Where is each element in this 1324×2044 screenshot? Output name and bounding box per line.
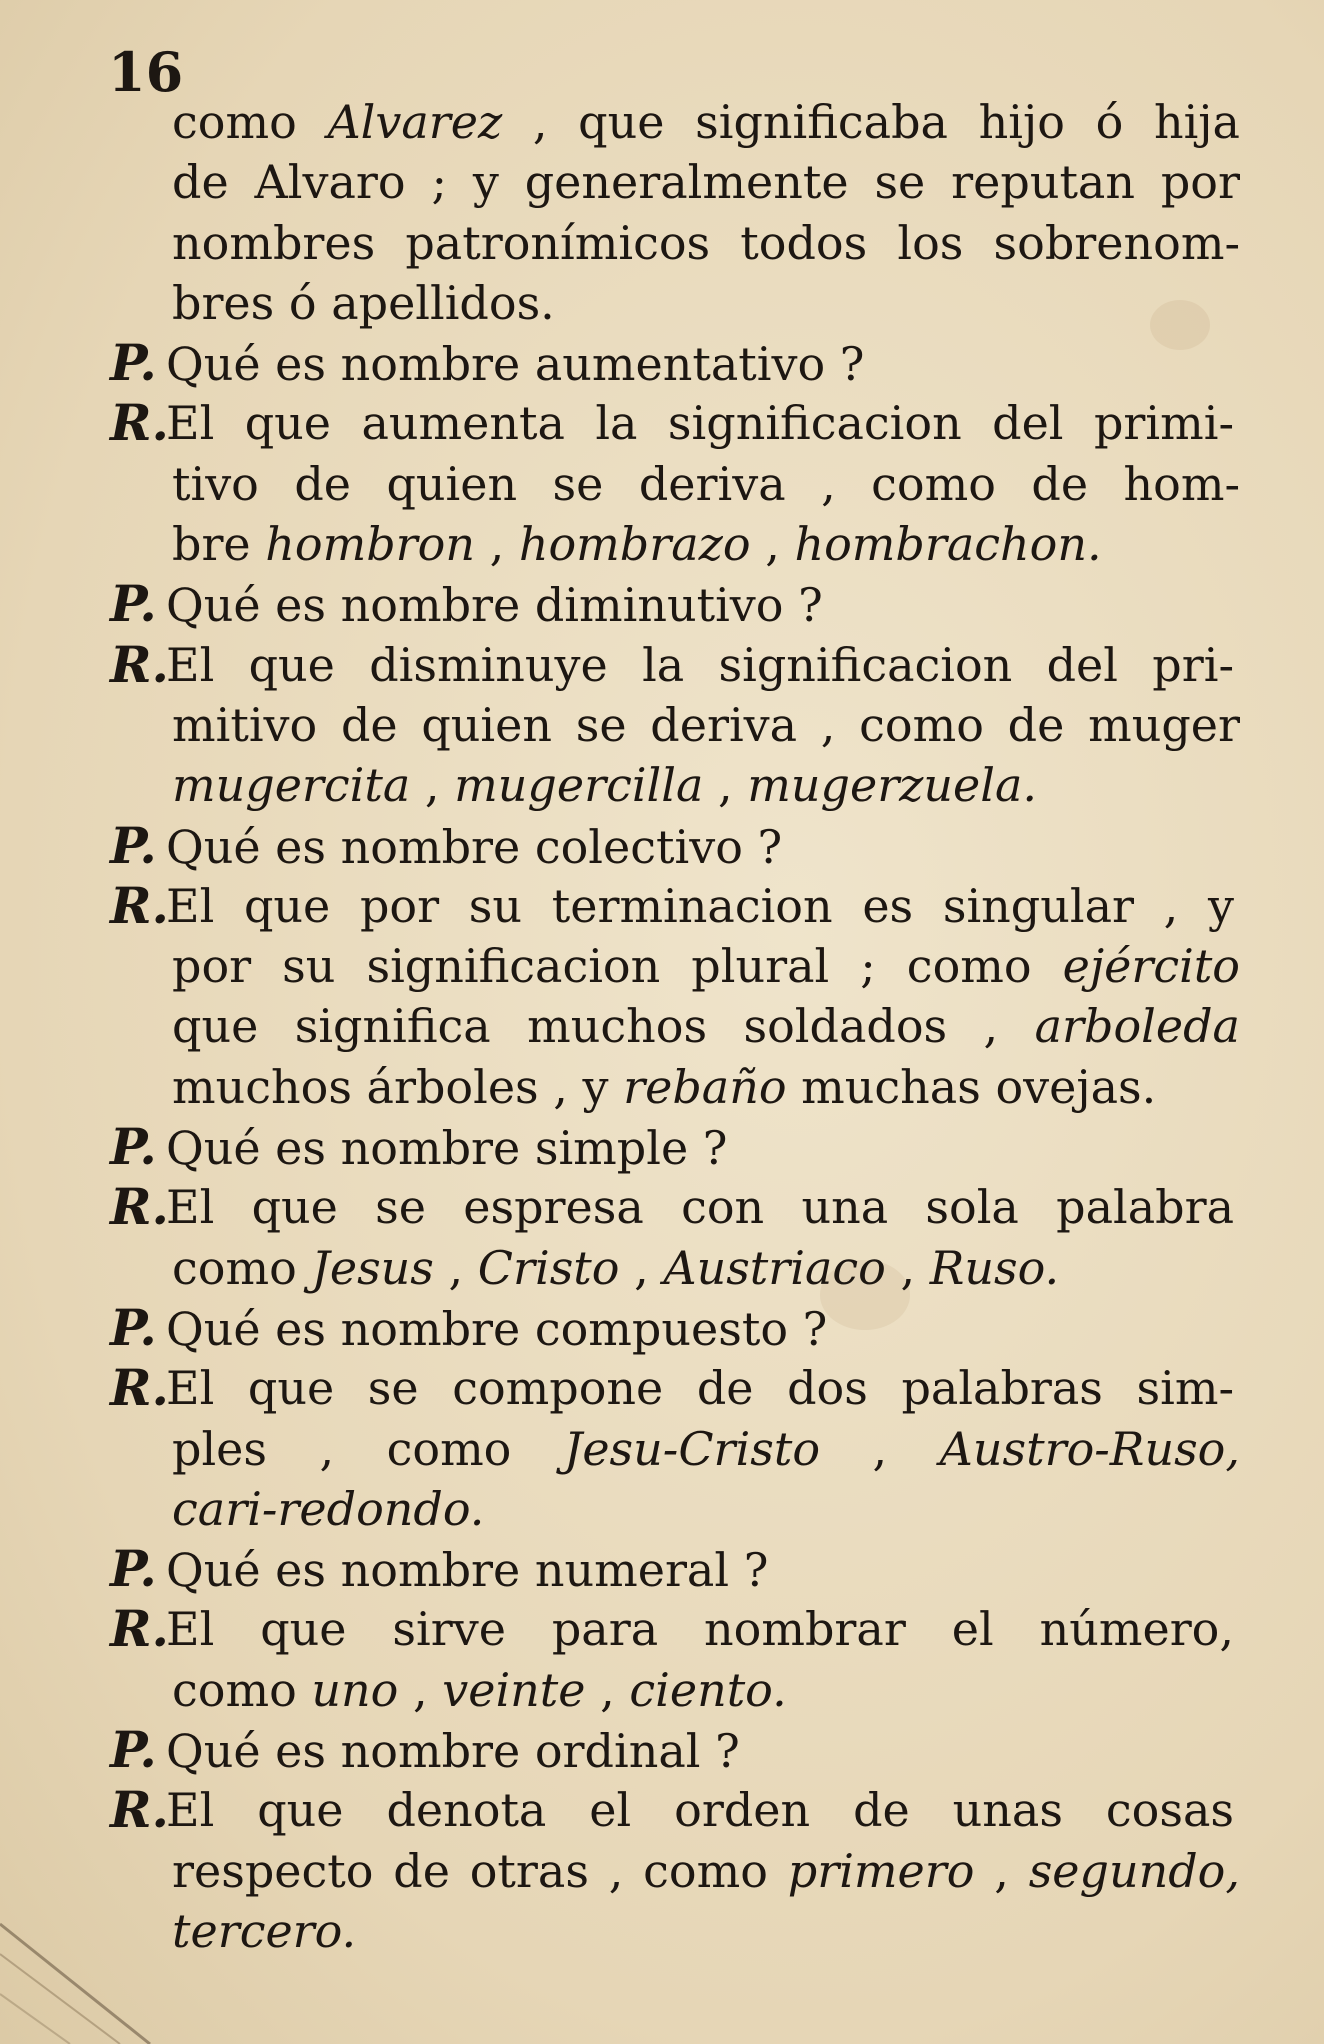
text-run: , que significaba hijo ó hija — [502, 95, 1240, 149]
question-marker: P. — [110, 333, 157, 393]
question-line — [110, 574, 1240, 634]
text-run: El que sirve para nombrar el número, — [166, 1602, 1234, 1657]
italic-term: uno — [311, 1662, 399, 1717]
italic-term: rebaño — [623, 1059, 787, 1114]
text-run: El que disminuye la significacion del pri- — [166, 637, 1234, 692]
text-run: Qué es nombre aumentativo ? — [166, 337, 865, 392]
answer-marker: R. — [110, 1177, 169, 1237]
answer-line — [110, 1780, 1240, 1840]
text-line — [110, 454, 1240, 514]
line-text — [166, 1118, 727, 1178]
text-run: , — [885, 1240, 930, 1295]
italic-term: arboleda — [1034, 999, 1240, 1054]
line-text — [172, 1419, 1240, 1479]
question-line — [110, 333, 1240, 393]
line-text — [172, 514, 1102, 574]
text-line — [110, 1660, 1240, 1720]
text-run: , — [750, 517, 795, 572]
question-marker: P. — [110, 1720, 157, 1780]
text-run: de Alvaro ; y generalmente se reputan por — [172, 155, 1240, 210]
question-marker: P. — [110, 815, 157, 875]
answer-marker: R. — [110, 875, 169, 935]
text-run: El que se espresa con una sola palabra — [166, 1180, 1234, 1235]
line-text — [172, 695, 1240, 755]
text-line — [110, 514, 1240, 574]
answer-marker: R. — [110, 393, 169, 453]
question-marker: P. — [110, 1539, 157, 1599]
italic-term: Alvarez — [327, 95, 503, 149]
line-text — [166, 1299, 827, 1359]
text-line — [110, 1057, 1240, 1117]
text-run: nombres patronímicos todos los sobrenom- — [172, 215, 1240, 270]
italic-term: ciento. — [629, 1662, 787, 1717]
text-line — [110, 1479, 1240, 1539]
italic-term: ejército — [1062, 939, 1240, 994]
text-run: , — [410, 758, 455, 813]
answer-line — [110, 1358, 1240, 1418]
line-text — [172, 92, 1240, 152]
line-text — [172, 936, 1240, 996]
text-run: bres ó apellidos. — [172, 275, 555, 330]
text-run: muchos árboles , y — [172, 1059, 624, 1114]
question-line — [110, 816, 1240, 876]
answer-line — [110, 1599, 1240, 1659]
text-line — [110, 936, 1240, 996]
question-marker: P. — [110, 1297, 157, 1357]
text-run: Qué es nombre diminutivo ? — [166, 578, 823, 633]
text-run: , — [703, 758, 748, 813]
text-line — [110, 1841, 1240, 1901]
text-run: muchas ovejas. — [786, 1059, 1157, 1114]
question-marker: P. — [110, 574, 157, 634]
text-line — [110, 152, 1240, 212]
line-text — [166, 1780, 1234, 1840]
text-line — [110, 1238, 1240, 1298]
text-run: , — [974, 1843, 1029, 1898]
page-number: 16 — [108, 40, 184, 104]
line-text — [166, 1599, 1234, 1659]
text-line — [110, 92, 1240, 152]
line-text — [166, 817, 782, 877]
answer-marker: R. — [110, 1780, 169, 1840]
line-text — [166, 635, 1234, 695]
question-line — [110, 1298, 1240, 1358]
answer-line — [110, 393, 1240, 453]
italic-term: Austro-Ruso, — [939, 1421, 1240, 1476]
text-run: El que se compone de dos palabras sim- — [166, 1361, 1234, 1416]
text-run: por su significacion plural ; como — [172, 939, 1063, 994]
italic-term: mugercita — [172, 758, 411, 813]
answer-marker: R. — [110, 634, 169, 694]
text-run: como — [172, 1240, 312, 1295]
text-line — [110, 1901, 1240, 1961]
italic-term: segundo, — [1028, 1843, 1240, 1898]
answer-line — [110, 1177, 1240, 1237]
italic-term: hombrazo — [518, 517, 751, 572]
line-text — [172, 213, 1240, 273]
italic-term: veinte — [442, 1662, 586, 1717]
text-run: El que por su terminacion es singular , y — [166, 878, 1234, 933]
line-text — [166, 1721, 740, 1781]
italic-term: mugerzuela. — [747, 758, 1038, 813]
text-line — [110, 273, 1240, 333]
text-run: Qué es nombre compuesto ? — [166, 1301, 828, 1356]
line-text — [172, 1057, 1156, 1117]
line-text — [172, 1901, 356, 1961]
line-text — [172, 1660, 787, 1720]
text-run: mitivo de quien se deriva , como de muger — [172, 697, 1240, 752]
text-run: , — [433, 1240, 478, 1295]
text-run: , — [474, 517, 519, 572]
text-run: , — [398, 1662, 443, 1717]
text-run: respecto de otras , como — [172, 1843, 788, 1898]
text-run: , — [585, 1662, 630, 1717]
italic-term: primero — [787, 1843, 975, 1898]
line-text — [166, 393, 1234, 453]
line-text — [166, 1177, 1234, 1237]
text-line — [110, 1419, 1240, 1479]
italic-term: cari-redondo. — [172, 1481, 485, 1536]
text-run: como — [172, 95, 328, 149]
text-run: como — [172, 1662, 312, 1717]
text-run: , — [619, 1240, 664, 1295]
text-run: que significa muchos soldados , — [172, 999, 1035, 1054]
text-line — [110, 695, 1240, 755]
line-text — [172, 755, 1037, 815]
text-run: Qué es nombre colectivo ? — [166, 819, 783, 874]
question-marker: P. — [110, 1117, 157, 1177]
text-run: Qué es nombre simple ? — [166, 1121, 728, 1176]
italic-term: Jesu-Cristo — [563, 1421, 821, 1476]
line-text — [166, 1358, 1234, 1418]
italic-term: Jesus — [311, 1240, 434, 1295]
text-run: El que denota el orden de unas cosas — [166, 1783, 1234, 1838]
line-text — [166, 334, 864, 394]
line-text — [166, 575, 823, 635]
line-text — [172, 152, 1240, 212]
page-body-text — [110, 92, 1240, 1961]
line-text — [172, 1479, 484, 1539]
answer-line — [110, 876, 1240, 936]
question-line — [110, 1539, 1240, 1599]
answer-line — [110, 635, 1240, 695]
text-line — [110, 996, 1240, 1056]
text-run: ples , como — [172, 1421, 564, 1476]
text-line — [110, 213, 1240, 273]
answer-marker: R. — [110, 1599, 169, 1659]
line-text — [172, 273, 555, 333]
italic-term: Ruso. — [929, 1240, 1060, 1295]
text-run: Qué es nombre ordinal ? — [166, 1724, 740, 1779]
line-text — [172, 996, 1240, 1056]
text-run: , — [820, 1421, 940, 1476]
text-run: tivo de quien se deriva , como de hom- — [172, 456, 1240, 511]
italic-term: tercero. — [172, 1903, 357, 1958]
italic-term: mugercilla — [454, 758, 704, 813]
question-line — [110, 1720, 1240, 1780]
text-run: El que aumenta la significacion del primi- — [166, 396, 1234, 451]
text-run: bre — [172, 517, 266, 572]
line-text — [166, 1540, 768, 1600]
italic-term: Austriaco — [663, 1240, 886, 1295]
answer-marker: R. — [110, 1358, 169, 1418]
line-text — [172, 1238, 1059, 1298]
question-line — [110, 1117, 1240, 1177]
italic-term: Cristo — [477, 1240, 620, 1295]
line-text — [172, 1841, 1240, 1901]
italic-term: hombron — [265, 517, 475, 572]
italic-term: hombrachon. — [794, 517, 1102, 572]
line-text — [172, 454, 1240, 514]
line-text — [166, 876, 1234, 936]
text-line — [110, 755, 1240, 815]
text-run: Qué es nombre numeral ? — [166, 1543, 769, 1598]
